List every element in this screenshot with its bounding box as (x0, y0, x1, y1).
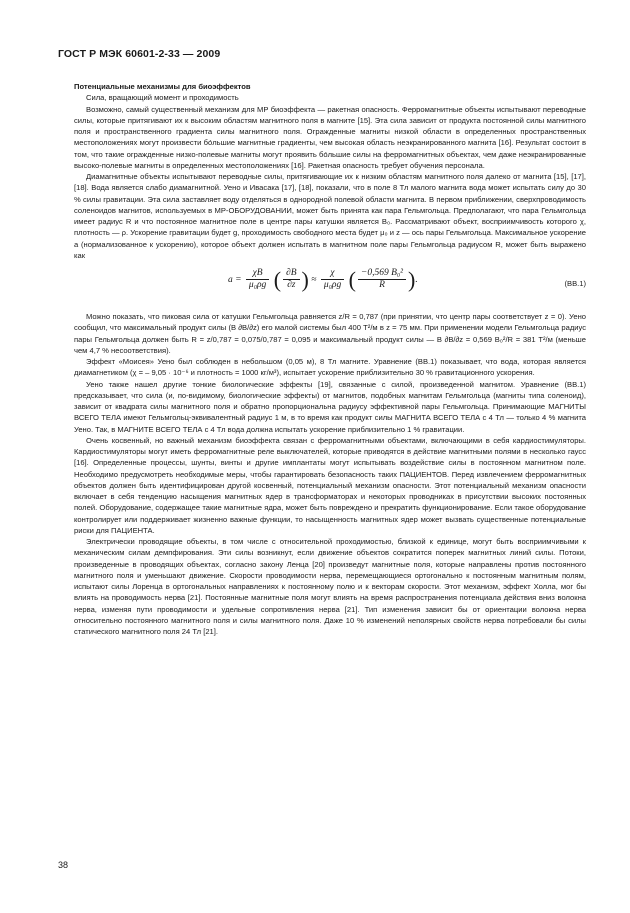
paragraph-2: Диамагнитные объекты испытывают переводные силы, притягивающие их к низким областям магнитного поля далеко от магнита [15], [17], [18]. Вода является слабо диамагнитной. Уено и Ивасака [17], [18], показали, что в поле 8 Тл малого магнита вода может испытать силу до 30 % силы гравитации. Эта сила заставляет воду отделяться в однородной полевой области магнита. В первом приближении, сверхпроводимость соленоидов магнитов, используемых в МР-ОБОРУДОВАНИИ, может быть принята как пара Гельмгольца. Предполагают, что пара Гельмгольца имеет радиус R и что постоянное магнитное поле в центре пары катушки является B₀. Рассматривают объект, восприимчивость которого χ, плотность — ρ. Ускорение гравитации будет g, проходимость свободного места будет μ₀ и z — ось пары Гельмгольца. Максимальное ускорение a (нормализованное к ускорению), которое объект должен испытать в магнитном поле пары Гельмгольца радиусом R, может быть выражено как (74, 172, 586, 260)
paragraph-3: Можно показать, что пиковая сила от катушки Гельмгольца равняется z/R = 0,787 (при принятии, что центр пары соответствует z = 0). Уено сообщил, что максимальный продукт силы (B ∂B/∂z) его малой системы был 400 Т²/м в z = 75 мм. При применении модели Гельмгольца радиус пары Гельмгольца должен быть R = z/0,787 = 0,075/0,787 = 0,095 и максимальный продукт силы — B ∂B/∂z = 0,569 B₀²/R = 381 Т²/м (меньше чем 4,7 % несоответствия). (74, 312, 586, 355)
eq-frac-3 (321, 268, 344, 292)
document-header: ГОСТ Р МЭК 60601-2-33 — 2009 (58, 48, 221, 60)
eq-frac-4-num: −0,569 B₀² (358, 268, 406, 280)
eq-frac-4 (358, 268, 406, 292)
eq-frac-3-den: μ₀ρg (323, 280, 342, 291)
paragraph-1: Возможно, самый существенный механизм для МР биоэффекта — ракетная опасность. Ферромагнитные объекты испытывают переводные силы, которые притягивают их к высоким областям магнитного поля в магните [15]. Эта сила зависит от продукта постоянной силы магнитного поля и пространственного градиента силы магнитного поля. Огражденные магниты низкой области в определенных пространственных местоположениях могут произвести бо́льшие магнитные градиенты, чем высокая область неэкранированного магнита [16]. Результат состоит в том, что такие огражденные низко-полевые магниты могут проявить бо́льшие силы на ферромагнитных объектах, чем даже неэкранированные высоко-полевые магниты в определенных местоположениях [16]. Ракетная опасность требует обучения персонала. (74, 104, 586, 170)
section-subheading: Сила, вращающий момент и проходимость (86, 93, 239, 103)
eq-frac-1 (246, 268, 269, 292)
eq-paren-close-2: ) (408, 266, 416, 292)
eq-frac-2 (283, 268, 300, 292)
eq-paren-open-2: ( (348, 266, 356, 292)
eq-frac-2-num: ∂B (283, 268, 300, 280)
eq-paren-close-1: ) (301, 266, 309, 292)
eq-frac-1-num: χB (246, 268, 269, 280)
eq-frac-3-num: χ (321, 268, 344, 280)
paragraph-4: Эффект «Моисея» Уено был соблюден в небольшом (0,05 м), 8 Тл магните. Уравнение (ВВ.1) показывает, что вода, которая является диамагнетиком (χ = – 9,05 · 10⁻⁶ и плотность = 1000 кг/м³), испытает ускорение приблизительно 30 % гравитационного ускорения. (74, 357, 586, 378)
eq-paren-open-1: ( (273, 266, 282, 292)
paragraph-6: Очень косвенный, но важный механизм биоэффекта связан с ферромагнитными объектами, включающими в себя кардиостимуляторы. Кардиостимуляторы могут иметь ферромагнитные реле выключателей, которые приводятся в действие магнитными полями в несколько гаусс [16]. Определенные процессы, шунты, винты и другие имплантаты могут испытывать воздействие силы в постоянном магнитном поле. Необходимо предусмотреть необходимые меры, чтобы гарантировать безопасность таких ПАЦИЕНТОВ. Перед извлечением ферромагнитных объектов должен быть идентифицирован другой косвенный, потенциальный механизм опасности. Этот потенциальный механизм опасности включает в себя тенденцию насыщения магнитных ядер в трансформаторах и некоторых проводниках в присутствии высоких постоянных полей. Оборудование, содержащее такие магнитные ядра, может быть повреждено и прекратить функционирование. Если такое оборудование контролирует или поддерживает жизненно важные функции, то насыщенность магнитных ядер может вызвать существенные потенциальные риски для ПАЦИЕНТА. (74, 435, 586, 535)
page-number: 38 (58, 860, 69, 870)
paragraph-5: Уено также нашел другие тонкие биологические эффекты [19], связанные с силой, произведенной магнитом. Уравнение (ВВ.1) предсказывает, что сила (и, по-видимому, биологические эффекты) от магнитов, подобных магнитам Гельмгольца (магниты типа соленоид), зависит от квадрата силы магнитного поля и обратно пропорциональна радиусу эффективной пары Гельмгольца. Принимающие МАГНИТЫ ВСЕГО ТЕЛА имеют Гельмгольц-эквивалентный радиус 1 м, в то время как продукт силы МАГНИТА ВСЕГО ТЕЛА с 4 Тл — только 4 % магнита Уено. Так, в МАГНИТЕ ВСЕГО ТЕЛА с 4 Тл вода должна испытать ускорение приблизительно 1 % гравитации. (74, 379, 586, 434)
eq-frac-4-den: R (379, 280, 385, 291)
eq-frac-1-den: μ₀ρg (248, 280, 267, 291)
equation-body: a = $\frac{\chi B}{\text{μ₀ρg}}$ ( $\frac{\partial B}{\partial z}$ ) ≈ $\frac{\chi}{\text{μ₀ρg}}$ ( $\frac{\text{−0,569 B₀²}}{R}$ ). (228, 266, 418, 292)
paragraph-7: Электрически проводящие объекты, в том числе с относительной проходимостью, близкой к единице, могут быть восприимчивыми к механическим силам демпфирования. Эти силы возникнут, если движение объектов сократится поперек магнитных линий силы. Потоки, произведенные в проводящих объектах, согласно закону Ленца [20] произведут магнитные поля, которые направлены против постоянного магнитного поля и уменьшают движение. Скорости проводимости нерва, перемещающиеся ортогонально к постоянным магнитным полям, испытают силы Лоренца в ортогональных направлениях к постоянному полю и к векторам скорости. Этот механизм, эффект Холла, мог бы влиять на проводимость нерва [21]. Постоянные магнитные поля могут влиять на время распространения потенциала действия вниз волокна нерва, изменяя пути проводимости и удельные сопротивления нерва [21]. Тип изменения зависит бы от ориентации волокна нерва относительно постоянного магнитного поля и силы магнитного поля. Даже 10 % изменений неполярных свойств нерва потребовали бы силы статического магнитного поля 24 Тл [21]. (74, 537, 586, 636)
eq-lhs: a (228, 274, 233, 285)
text-column (74, 81, 586, 637)
section-heading: Потенциальные механизмы для биоэффектов (74, 82, 251, 91)
equation-bb1 (74, 261, 586, 309)
equation-label: (ВВ.1) (564, 279, 586, 288)
eq-frac-2-den: ∂z (287, 280, 296, 291)
